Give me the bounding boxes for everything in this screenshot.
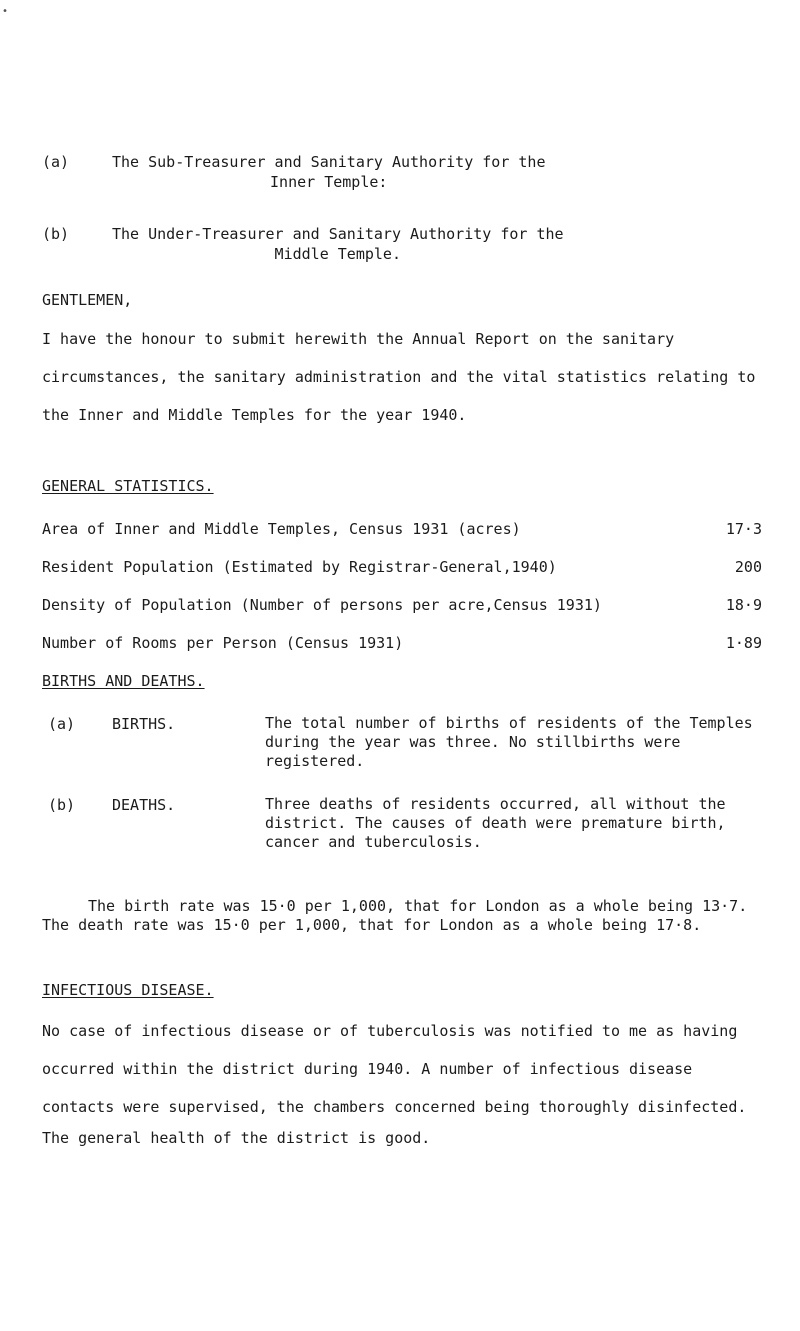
intro-paragraph: I have the honour to submit herewith the Annual Report on the sanitary circumstances, the sanitary administration and the vital statistics relating to the Inner and Middle Temples for the year 1940. — [42, 330, 756, 424]
stat-label: Number of Rooms per Person (Census 1931) — [42, 634, 404, 652]
rates-paragraph: The birth rate was 15·0 per 1,000, that for London as a whole being 13·7. The death rate was 15·0 per 1,000, that for London as a whole being 17·8. — [42, 897, 748, 934]
deaths-text: Three deaths of residents occurred, all without the district. The causes of death were premature birth, cancer and tuberculosis. — [265, 795, 726, 851]
infectious-disease-heading: INFECTIOUS DISEASE. — [42, 981, 214, 999]
addressee-a-label: (a) — [42, 153, 70, 171]
deaths-head: DEATHS. — [112, 796, 176, 814]
corner-mark: • — [2, 6, 9, 17]
stat-value: 1·89 — [725, 634, 762, 652]
infectious-disease-paragraph: No case of infectious disease or of tuberculosis was notified to me as having occurred within the district during 1940. A number of infectious disease contacts were supervised, the chambers concerned being thoroughly disinfected. — [42, 1022, 747, 1116]
stat-value: 18·9 — [725, 596, 762, 614]
births-label: (a) — [48, 715, 76, 733]
deaths-label: (b) — [48, 796, 76, 814]
stat-label: Area of Inner and Middle Temples, Census 1931 (acres) — [42, 520, 521, 538]
stat-label: Density of Population (Number of persons per acre,Census 1931) — [42, 596, 602, 614]
stat-label: Resident Population (Estimated by Registrar-General,1940) — [42, 558, 557, 576]
addressee-b-text: The Under-Treasurer and Sanitary Authority for the Middle Temple. — [112, 225, 564, 263]
births-text: The total number of births of residents of the Temples during the year was three. No stillbirths were registered. — [265, 714, 753, 770]
stat-row-density — [42, 595, 762, 615]
births-deaths-heading: BIRTHS AND DEATHS. — [42, 672, 205, 690]
stat-value: 17·3 — [725, 520, 762, 538]
stat-row-population — [42, 557, 762, 577]
stat-value: 200 — [734, 558, 762, 576]
addressee-b-label: (b) — [42, 225, 70, 243]
closing-sentence: The general health of the district is good. — [42, 1129, 431, 1147]
general-statistics-heading: GENERAL STATISTICS. — [42, 477, 214, 495]
stat-row-rooms — [42, 633, 762, 653]
addressee-a-text: The Sub-Treasurer and Sanitary Authority for the Inner Temple: — [112, 153, 546, 191]
stat-row-area — [42, 519, 762, 539]
salutation: GENTLEMEN, — [42, 291, 133, 309]
births-head: BIRTHS. — [112, 715, 176, 733]
